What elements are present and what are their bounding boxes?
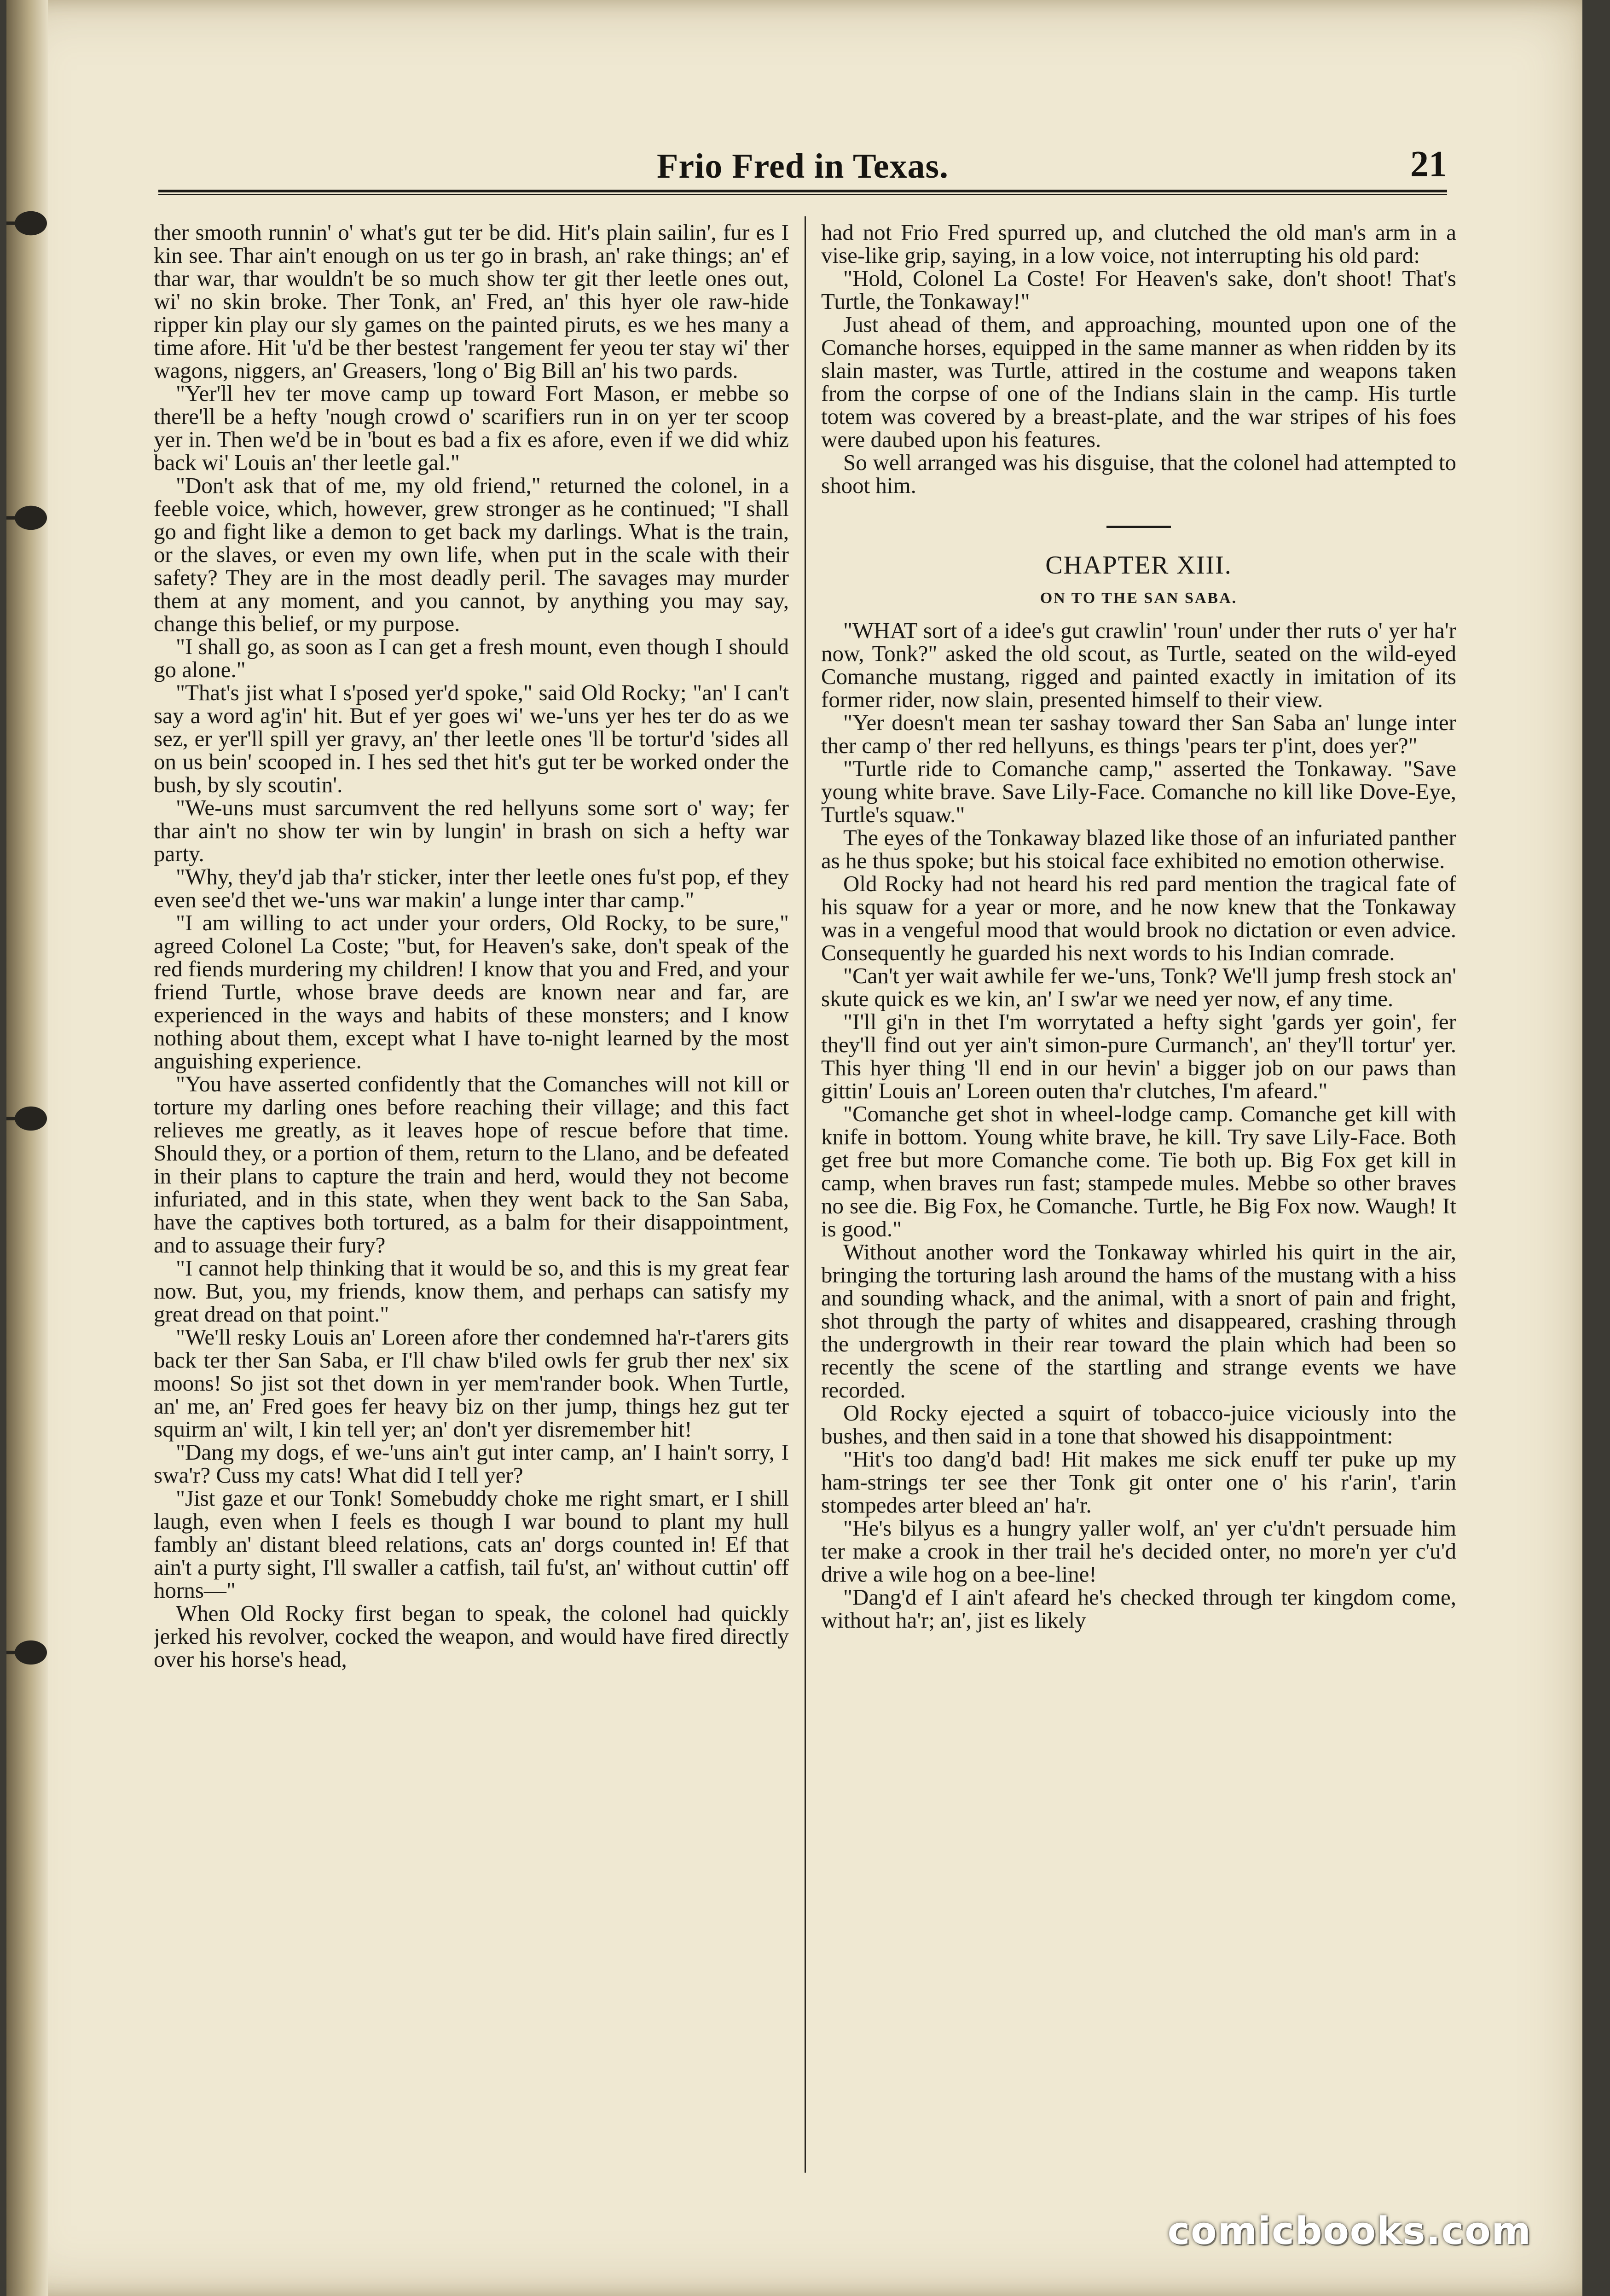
page-spine-edge	[6, 0, 48, 2296]
paragraph: "I shall go, as soon as I can get a fresh mount, even though I should go alone."	[154, 634, 789, 682]
paragraph: "Jist gaze et our Tonk! Somebuddy choke me right smart, er I shill laugh, even when I feels es though I war bound to plant my hull fambly an' distant bleed relations, cats an' dorgs counted in! Ef that ain't a purty sight, I'll swaller a catfish, tail fu'st, an' without cuttin' off horns—"	[154, 1485, 789, 1603]
paragraph: Old Rocky had not heard his red pard mention the tragical fate of his squaw for a year or more, and he now knew that the Tonkaway was in a vengeful mood that would brook no dictation or even advice. Consequently he guarded his next words to his Indian comrade.	[821, 871, 1456, 965]
paragraph: "I cannot help thinking that it would be so, and this is my great fear now. But, you, my friends, know them, and perhaps can satisfy my great dread on that point."	[154, 1255, 789, 1327]
page-number: 21	[1410, 144, 1447, 185]
right-text-column	[821, 221, 1456, 2177]
paragraph: "Dang'd ef I ain't afeard he's checked through ter kingdom come, without ha'r; an', jist es likely	[821, 1584, 1456, 1633]
binding-hole	[15, 211, 47, 236]
paragraph: "He's bilyus es a hungry yaller wolf, an' yer c'u'dn't persuade him ter make a crook in ther trail he's decided onter, no more'n yer c'u'd drive a wile hog on a bee-line!	[821, 1515, 1456, 1587]
paragraph: "That's jist what I s'posed yer'd spoke," said Old Rocky; "an' I can't say a word ag'in' hit. But ef yer goes wi' we-'uns yer hes ter do as we sez, er yer'll spill yer gravy, an' ther leetle ones 'll be tortur'd 'sides all on us bein' scooped in. I hes sed thet hit's gut ter be worked onder the bush, by sly scoutin'.	[154, 680, 789, 797]
paragraph: had not Frio Fred spurred up, and clutched the old man's arm in a vise-like grip, saying, in a low voice, not interrupting his old pard:	[821, 221, 1456, 268]
section-rule	[1106, 526, 1171, 528]
paragraph: "Hit's too dang'd bad! Hit makes me sick enuff ter puke up my ham-strings ter see ther Tonk git onter one o' his r'arin', t'arin stompedes arter bleed an' ha'r.	[821, 1446, 1456, 1518]
running-head	[158, 146, 1447, 188]
paragraph: "WHAT sort of a idee's gut crawlin' 'roun' under ther ruts o' yer ha'r now, Tonk?" asked the old scout, as Turtle, seated on the wild-eyed Comanche mustang, rigged and painted exactly in imitation of its former rider, now slain, presented himself to their view.	[821, 618, 1456, 712]
chapter-heading: CHAPTER XIII.	[1045, 551, 1232, 580]
left-text-column	[154, 221, 789, 2177]
paragraph: When Old Rocky first began to speak, the colonel had quickly jerked his revolver, cocked the weapon, and would have fired directly over his horse's head,	[154, 1600, 789, 1672]
running-title: Frio Fred in Texas.	[656, 147, 949, 186]
paragraph: "Can't yer wait awhile fer we-'uns, Tonk? We'll jump fresh stock an' skute quick es we kin, an' I sw'ar we need yer now, ef any time.	[821, 963, 1456, 1011]
paragraph: "Hold, Colonel La Coste! For Heaven's sake, don't shoot! That's Turtle, the Tonkaway!"	[821, 266, 1456, 314]
binding-hole	[15, 1107, 47, 1131]
paragraph: "Yer doesn't mean ter sashay toward ther San Saba an' lunge inter ther camp o' ther red hellyuns, es things 'pears ter p'int, does yer?"	[821, 710, 1456, 758]
paragraph: "I am willing to act under your orders, Old Rocky, to be sure," agreed Colonel La Coste; "but, for Heaven's sake, don't speak of the red fiends murdering my children! I know that you and Fred, and your friend Turtle, whose brave deeds are known near and far, are experienced in the ways and habits of these monsters; and I know nothing about them, except what I have to-night learned by the most anguishing experience.	[154, 910, 789, 1073]
paragraph: The eyes of the Tonkaway blazed like those of an infuriated panther as he thus spoke; but his stoical face exhibited no emotion otherwise.	[821, 825, 1456, 873]
chapter-subtitle: ON TO THE SAN SABA.	[1040, 590, 1238, 607]
paragraph: Without another word the Tonkaway whirled his quirt in the air, bringing the torturing lash around the hams of the mustang with a hiss and sounding whack, and the animal, with a snort of pain and fright, shot through the party of whites and disappeared, crashing through the undergrowth in their rear toward the plain which had been so recently the scene of the startling and strange events we have recorded.	[821, 1239, 1456, 1403]
paragraph: Just ahead of them, and approaching, mounted upon one of the Comanche horses, equipped in the same manner as when ridden by its slain master, was Turtle, attired in the costume and weapons taken from the corpse of one of the Indians slain in the camp. His turtle totem was covered by a breast-plate, and the war stripes of his foes were daubed upon his features.	[821, 312, 1456, 452]
binding-hole	[15, 1641, 47, 1665]
paragraph: "You have asserted confidently that the Comanches will not kill or torture my darling ones before reaching their village; and this fact relieves me greatly, as it leaves hope of rescue before that time. Should they, or a portion of them, return to the Llano, and be defeated in their plans to capture the train and herd, would they not become infuriated, and in this state, when they went back to the San Saba, have the captives both tortured, as a balm for their disappointment, and to assuage their fury?	[154, 1071, 789, 1258]
paragraph: "Why, they'd jab tha'r sticker, inter ther leetle ones fu'st pop, ef they even see'd thet we-'uns war makin' a lunge inter thar camp."	[154, 864, 789, 912]
header-rule	[158, 190, 1447, 195]
paragraph: So well arranged was his disguise, that the colonel had attempted to shoot him.	[821, 450, 1456, 498]
paragraph: "Turtle ride to Comanche camp," asserted the Tonkaway. "Save young white brave. Save Lily-Face. Comanche no kill like Dove-Eye, Turtle's squaw."	[821, 756, 1456, 827]
paragraph: "Dang my dogs, ef we-'uns ain't gut inter camp, an' I hain't sorry, I swa'r? Cuss my cats! What did I tell yer?	[154, 1439, 789, 1488]
paragraph: "Don't ask that of me, my old friend," returned the colonel, in a feeble voice, which, however, grew stronger as he continued; "I shall go and fight like a demon to get back my darlings. What is the train, or the slaves, or even my own life, when put in the scale with their safety? They are in the most deadly peril. The savages may murder them at any moment, and you cannot, by anything you may say, change this belief, or my purpose.	[154, 473, 789, 636]
column-divider	[805, 216, 806, 2173]
paragraph: Old Rocky ejected a squirt of tobacco-juice viciously into the bushes, and then said in a tone that showed his disappointment:	[821, 1400, 1456, 1449]
binding-hole	[15, 506, 47, 530]
paragraph: "I'll gi'n in thet I'm worrytated a hefty sight 'gards yer goin', fer they'll find out yer ain't simon-pure Curmanch', an' they'll tortur' yer. This hyer thing 'll end in our hevin' a bigger job on our paws than gittin' Louis an' Loreen outen tha'r clutches, I'm afeard."	[821, 1009, 1456, 1103]
paragraph: "Comanche get shot in wheel-lodge camp. Comanche get kill with knife in bottom. Young white brave, he kill. Try save Lily-Face. Both get free but more Comanche come. Tie both up. Big Fox get kill in camp, when braves run fast; stampede mules. Mebbe so other braves no see die. Big Fox, he Comanche. Turtle, he Big Fox now. Waugh! It is good."	[821, 1101, 1456, 1241]
paragraph: ther smooth runnin' o' what's gut ter be did. Hit's plain sailin', fur es I kin see. Thar ain't enough on us ter go in brash, an' rake things; an' ef thar war, thar wouldn't be so much show ter git ther leetle ones out, wi' no skin broke. Ther Tonk, an' Fred, an' this hyer ole raw-hide ripper kin play our sly games on the painted piruts, es we hes many a time afore. Hit 'u'd be ther bestest 'rangement fer yeou ter stay wi' ther wagons, niggers, an' Greasers, 'long o' Big Bill an' his two pards.	[154, 221, 789, 383]
site-watermark: comicbooks.com	[1167, 2209, 1532, 2253]
paragraph: "We'll resky Louis an' Loreen afore ther condemned ha'r-t'arers gits back ter ther San Saba, er I'll chaw b'iled owls fer grub ther nex' six moons! So jist sot thet down in yer mem'rander book. When Turtle, an' me, an' Fred goes fer heavy biz on ther jump, things hez gut ter squirm an' wilt, I kin tell yer; an' don't yer disremember hit!	[154, 1324, 789, 1442]
book-page	[6, 0, 1582, 2296]
paragraph: "Yer'll hev ter move camp up toward Fort Mason, er mebbe so there'll be a hefty 'nough crowd o' scarifiers run in on yer ter scoop yer in. Then we'd be in 'bout es bad a fix es afore, even if we did whiz back wi' Louis an' ther leetle gal."	[154, 381, 789, 475]
paragraph: "We-uns must sarcumvent the red hellyuns some sort o' way; fer thar ain't no show ter win by lungin' in brash on sich a hefty war party.	[154, 795, 789, 866]
